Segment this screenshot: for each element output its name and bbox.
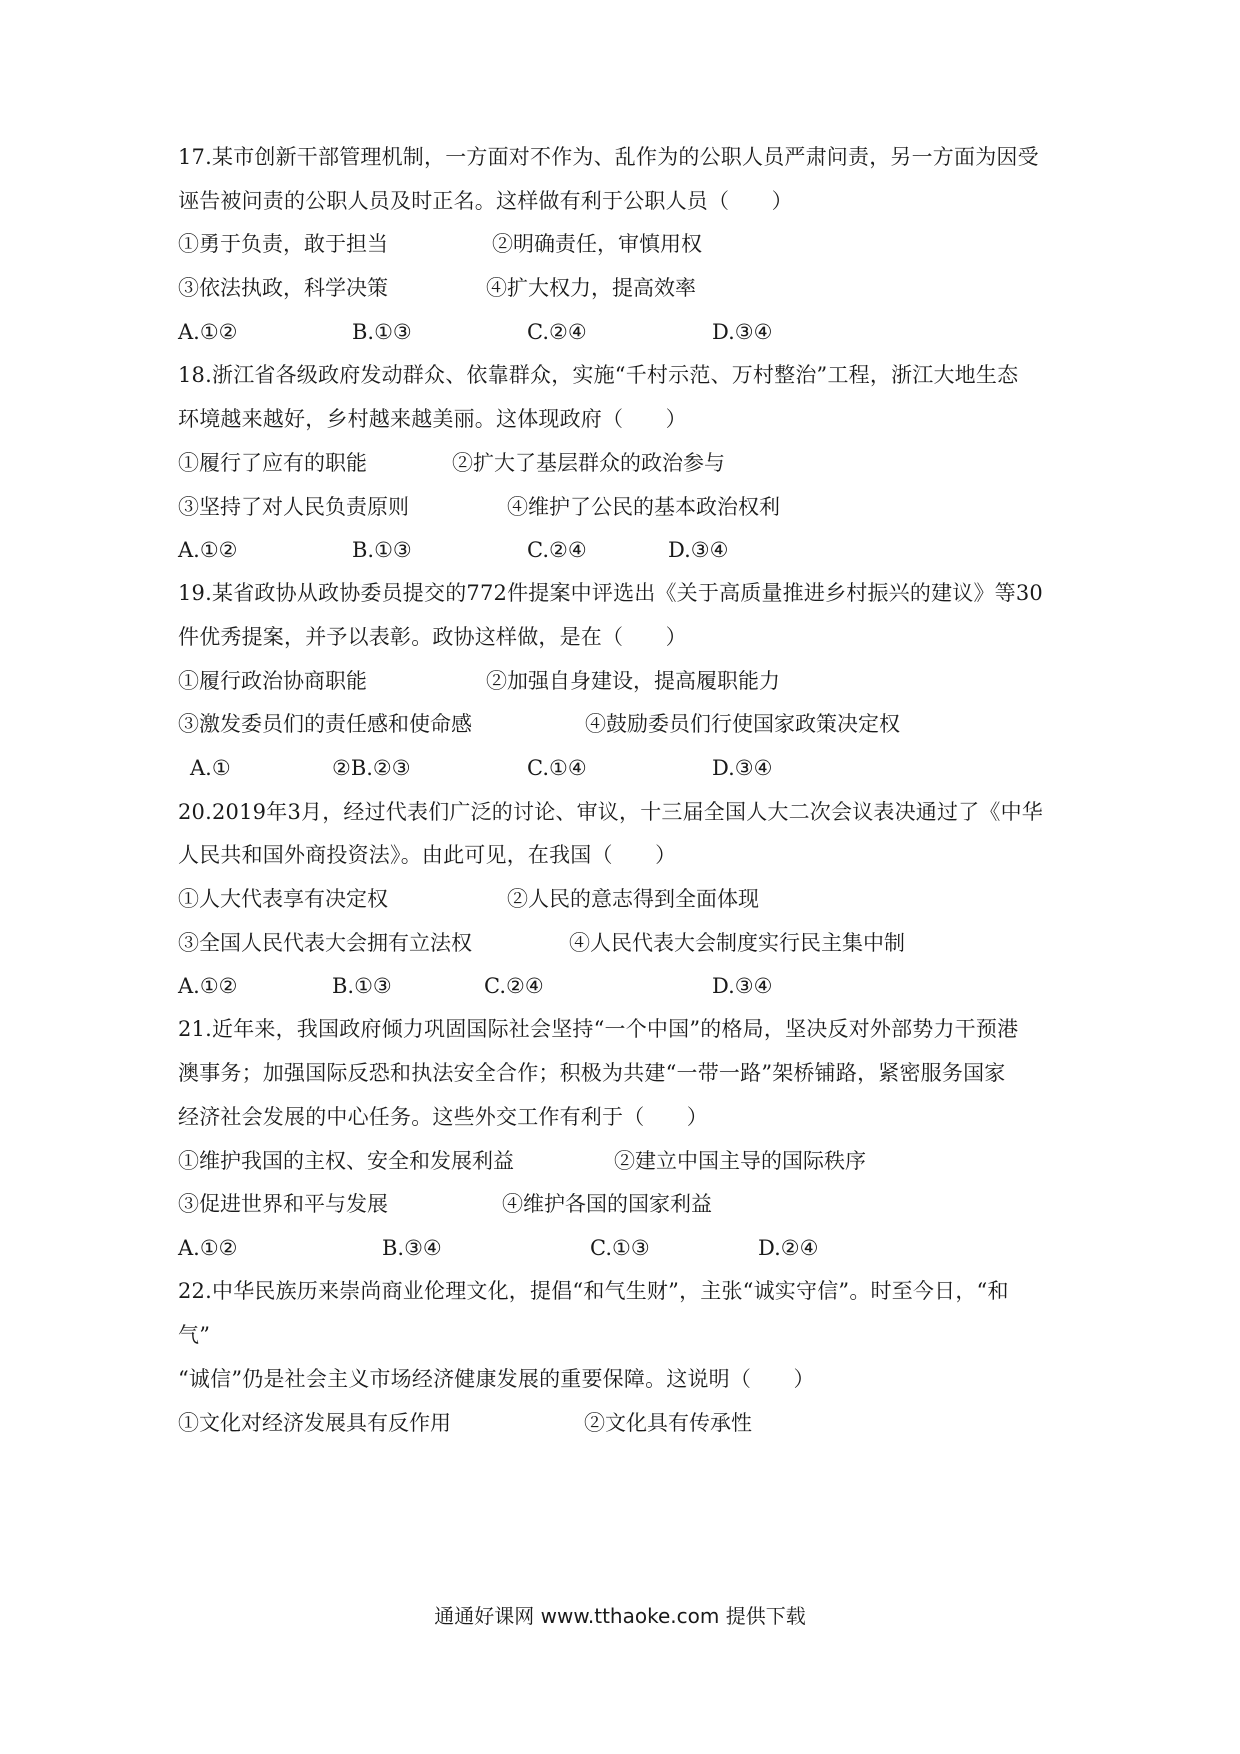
q19-stem-line-1: 19.某省政协从政协委员提交的772件提案中评选出《关于高质量推进乡村振兴的建议》等30 bbox=[178, 581, 1043, 605]
q18-choice-b: B.①③ bbox=[352, 538, 412, 562]
q21-option-4: ④维护各国的国家利益 bbox=[502, 1192, 712, 1216]
q19-option-2: ②加强自身建设，提高履职能力 bbox=[486, 669, 780, 693]
q17-choice-c: C.②④ bbox=[527, 320, 587, 344]
q20-option-1: ①人大代表享有决定权 bbox=[178, 887, 388, 911]
q22-option-2: ②文化具有传承性 bbox=[584, 1411, 752, 1435]
q20-choice-c: C.②④ bbox=[484, 974, 544, 998]
q17-stem-line-2: 诬告被问责的公职人员及时正名。这样做有利于公职人员（ ） bbox=[178, 189, 793, 213]
q22-stem-line-1: 22.中华民族历来崇尚商业伦理文化，提倡“和气生财”，主张“诚实守信”。时至今日，“和 bbox=[178, 1279, 1009, 1303]
q18-option-3: ③坚持了对人民负责原则 bbox=[178, 495, 409, 519]
page-footer: 通通好课网 www.tthaoke.com 提供下载 bbox=[434, 1604, 806, 1628]
q20-option-2: ②人民的意志得到全面体现 bbox=[507, 887, 759, 911]
q19-choice-c: C.①④ bbox=[527, 756, 587, 780]
q18-option-4: ④维护了公民的基本政治权利 bbox=[507, 495, 780, 519]
q20-choice-b: B.①③ bbox=[332, 974, 392, 998]
q18-choice-c: C.②④ bbox=[527, 538, 587, 562]
q21-choice-c: C.①③ bbox=[590, 1236, 650, 1260]
q18-option-1: ①履行了应有的职能 bbox=[178, 451, 367, 475]
q20-stem-line-1: 20.2019年3月，经过代表们广泛的讨论、审议，十三届全国人大二次会议表决通过了《中华 bbox=[178, 800, 1043, 824]
q21-stem-line-2: 澳事务；加强国际反恐和执法安全合作；积极为共建“一带一路”架桥铺路，紧密服务国家 bbox=[178, 1061, 1006, 1085]
q21-choice-b: B.③④ bbox=[382, 1236, 442, 1260]
q19-option-4: ④鼓励委员们行使国家政策决定权 bbox=[585, 712, 900, 736]
q19-choice-b: ②B.②③ bbox=[332, 756, 411, 780]
q20-option-3: ③全国人民代表大会拥有立法权 bbox=[178, 931, 472, 955]
q21-stem-line-1: 21.近年来，我国政府倾力巩固国际社会坚持“一个中国”的格局，坚决反对外部势力干预港 bbox=[178, 1017, 1019, 1041]
q20-option-4: ④人民代表大会制度实行民主集中制 bbox=[569, 931, 905, 955]
q19-stem-line-2: 件优秀提案，并予以表彰。政协这样做，是在（ ） bbox=[178, 625, 687, 649]
q17-stem-line-1: 17.某市创新干部管理机制，一方面对不作为、乱作为的公职人员严肃问责，另一方面为因受 bbox=[178, 145, 1039, 169]
q21-option-2: ②建立中国主导的国际秩序 bbox=[614, 1149, 866, 1173]
q20-stem-line-2: 人民共和国外商投资法》。由此可见，在我国（ ） bbox=[178, 843, 677, 867]
q17-option-1: ①勇于负责，敢于担当 bbox=[178, 232, 388, 256]
q20-choice-d: D.③④ bbox=[712, 974, 773, 998]
q22-stem-line-3: “诚信”仍是社会主义市场经济健康发展的重要保障。这说明（ ） bbox=[178, 1367, 815, 1391]
q21-choice-d: D.②④ bbox=[758, 1236, 819, 1260]
q18-option-2: ②扩大了基层群众的政治参与 bbox=[452, 451, 725, 475]
q22-stem-line-2: 气” bbox=[178, 1323, 211, 1347]
q21-option-3: ③促进世界和平与发展 bbox=[178, 1192, 388, 1216]
q19-option-1: ①履行政治协商职能 bbox=[178, 669, 367, 693]
q21-stem-line-3: 经济社会发展的中心任务。这些外交工作有利于（ ） bbox=[178, 1105, 708, 1129]
q19-option-3: ③激发委员们的责任感和使命感 bbox=[178, 712, 472, 736]
q20-choice-a: A.①② bbox=[178, 974, 238, 998]
q17-option-2: ②明确责任，审慎用权 bbox=[492, 232, 702, 256]
q17-choice-a: A.①② bbox=[178, 320, 238, 344]
q21-option-1: ①维护我国的主权、安全和发展利益 bbox=[178, 1149, 514, 1173]
q17-option-4: ④扩大权力，提高效率 bbox=[486, 276, 696, 300]
q18-stem-line-2: 环境越来越好，乡村越来越美丽。这体现政府（ ） bbox=[178, 407, 687, 431]
q19-choice-a: A.① bbox=[190, 756, 231, 780]
q17-choice-b: B.①③ bbox=[352, 320, 412, 344]
q18-choice-d: D.③④ bbox=[668, 538, 729, 562]
q17-option-3: ③依法执政，科学决策 bbox=[178, 276, 388, 300]
q18-stem-line-1: 18.浙江省各级政府发动群众、依靠群众，实施“千村示范、万村整治”工程，浙江大地生态 bbox=[178, 363, 1019, 387]
q22-option-1: ①文化对经济发展具有反作用 bbox=[178, 1411, 451, 1435]
q18-choice-a: A.①② bbox=[178, 538, 238, 562]
q17-choice-d: D.③④ bbox=[712, 320, 773, 344]
q21-choice-a: A.①② bbox=[178, 1236, 238, 1260]
q19-choice-d: D.③④ bbox=[712, 756, 773, 780]
